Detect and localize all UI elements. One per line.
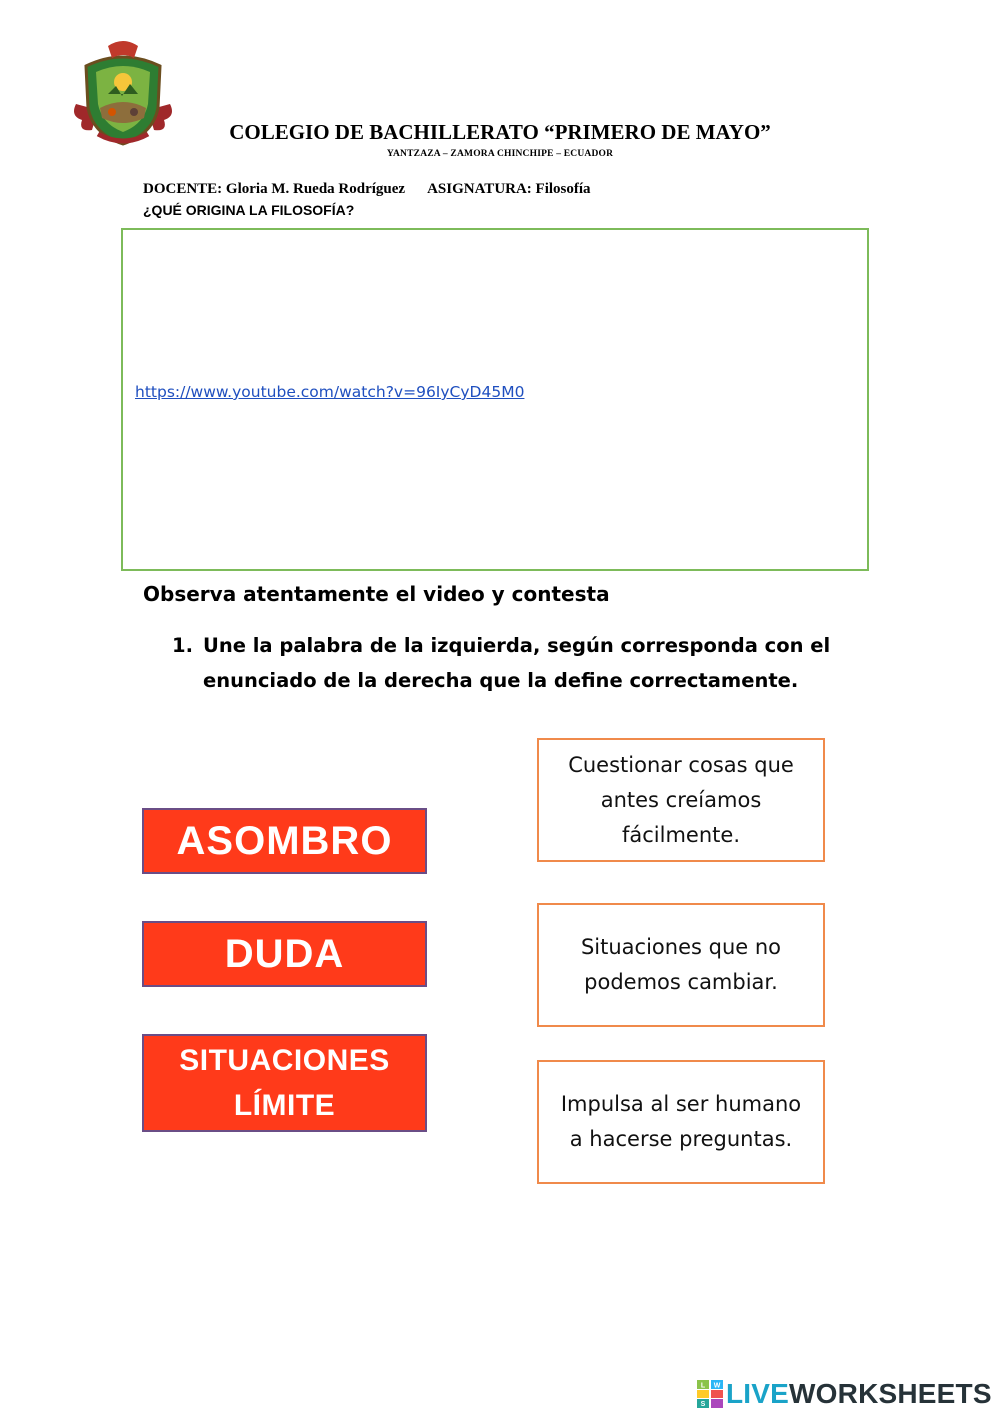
question-number: 1. (172, 634, 193, 657)
worksheet-topic: ¿QUÉ ORIGINA LA FILOSOFÍA? (143, 202, 355, 218)
brand-text: LIVEWORKSHEETS (726, 1378, 992, 1409)
definition-text: Situaciones que no podemos cambiar. (580, 935, 782, 994)
definition-box-1[interactable] (537, 738, 825, 862)
svg-text:L: L (700, 1382, 706, 1390)
definition-text: Impulsa al ser humano a hacerse preguntas. (560, 1092, 802, 1151)
svg-text:W: W (713, 1382, 721, 1390)
word-label-line1: SITUACIONES (179, 1044, 390, 1077)
word-label: ASOMBRO (176, 818, 393, 863)
question-1 (172, 628, 862, 698)
instruction-text: Observa atentamente el video y contesta (143, 582, 610, 606)
word-label: DUDA (224, 931, 345, 976)
video-link[interactable]: https://www.youtube.com/watch?v=96IyCyD45M0 (135, 383, 525, 401)
liveworksheets-logo-icon (697, 1380, 723, 1408)
word-box-situaciones-limite[interactable] (142, 1034, 427, 1132)
school-location: YANTZAZA – ZAMORA CHINCHIPE – ECUADOR (386, 149, 614, 159)
teacher-name: DOCENTE: Gloria M. Rueda Rodríguez (143, 181, 406, 197)
svg-text:S: S (700, 1401, 706, 1408)
definition-box-3[interactable] (537, 1060, 825, 1184)
word-box-asombro[interactable] (142, 808, 427, 874)
subject-name: ASIGNATURA: Filosofía (427, 181, 591, 197)
question-text: Une la palabra de la izquierda, según corresponda con el enunciado de la derecha que la define correctamente. (203, 634, 831, 692)
teacher-subject-line (143, 181, 591, 198)
word-label-line2: LÍMITE (233, 1089, 336, 1122)
school-name: COLEGIO DE BACHILLERATO “PRIMERO DE MAYO” (229, 120, 771, 144)
definition-text: Cuestionar cosas que antes creíamos fácilmente. (568, 752, 794, 847)
liveworksheets-brand (697, 1377, 992, 1411)
definition-box-2[interactable] (537, 903, 825, 1027)
word-box-duda[interactable] (142, 921, 427, 987)
